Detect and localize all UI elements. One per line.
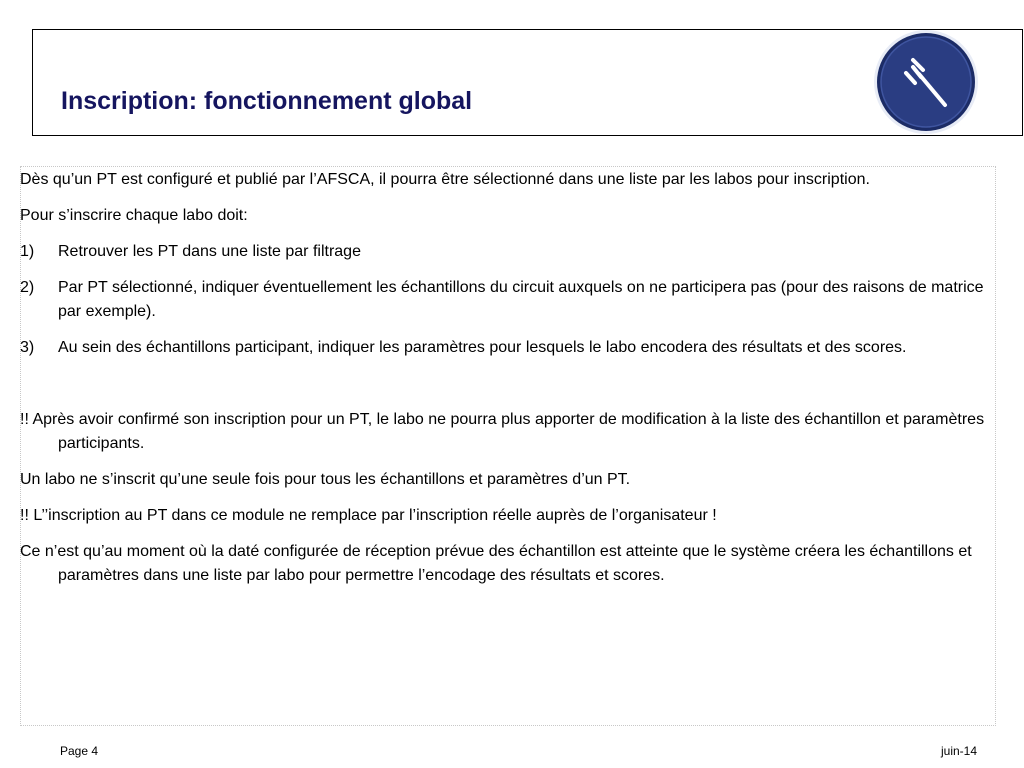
- paragraph-intro: Dès qu’un PT est configuré et publié par l’AFSCA, il pourra être sélectionné dans une liste par les labos pour inscription.: [20, 171, 870, 188]
- page-number: Page 4: [60, 744, 99, 758]
- list-item: [20, 276, 992, 324]
- list-item: [20, 240, 992, 264]
- spacer: [20, 372, 992, 408]
- page-title: Inscription: fonctionnement global: [61, 87, 473, 115]
- list-item-number: 1): [20, 243, 35, 260]
- paragraph-warning: !! Après avoir confirmé son inscription pour un PT, le labo ne pourra plus apporter de modification à la liste des échantillon et paramètres participants.: [20, 411, 985, 452]
- logo: [873, 29, 979, 135]
- paragraph-notice: !! L’’inscription au PT dans ce module ne remplace par l’inscription réelle auprès de l’organisateur !: [20, 507, 717, 524]
- content-body: [20, 168, 992, 600]
- list-item-number: 3): [20, 339, 35, 356]
- list-item-text: Au sein des échantillons participant, indiquer les paramètres pour lesquels le labo encodera des résultats et des scores.: [58, 339, 907, 356]
- list-item-text: Par PT sélectionné, indiquer éventuellement les échantillons du circuit auxquels on ne participera pas (pour des raisons de matrice par exemple).: [58, 279, 984, 320]
- paragraph-single-registration: Un labo ne s’inscrit qu’une seule fois pour tous les échantillons et paramètres d’un PT.: [20, 471, 631, 488]
- list-item: [20, 336, 992, 360]
- list-item-number: 2): [20, 279, 35, 296]
- list-item-text: Retrouver les PT dans une liste par filtrage: [58, 243, 361, 260]
- sword-emblem-icon: [873, 29, 979, 135]
- footer-date: juin-14: [941, 744, 978, 758]
- paragraph-timing: Ce n’est qu’au moment où la daté configurée de réception prévue des échantillon est atteinte que le système créera les échantillons et paramètres dans une liste par labo pour permettre l’encodage des résultats et scores.: [20, 543, 972, 584]
- paragraph-steps-intro: Pour s’inscrire chaque labo doit:: [20, 207, 248, 224]
